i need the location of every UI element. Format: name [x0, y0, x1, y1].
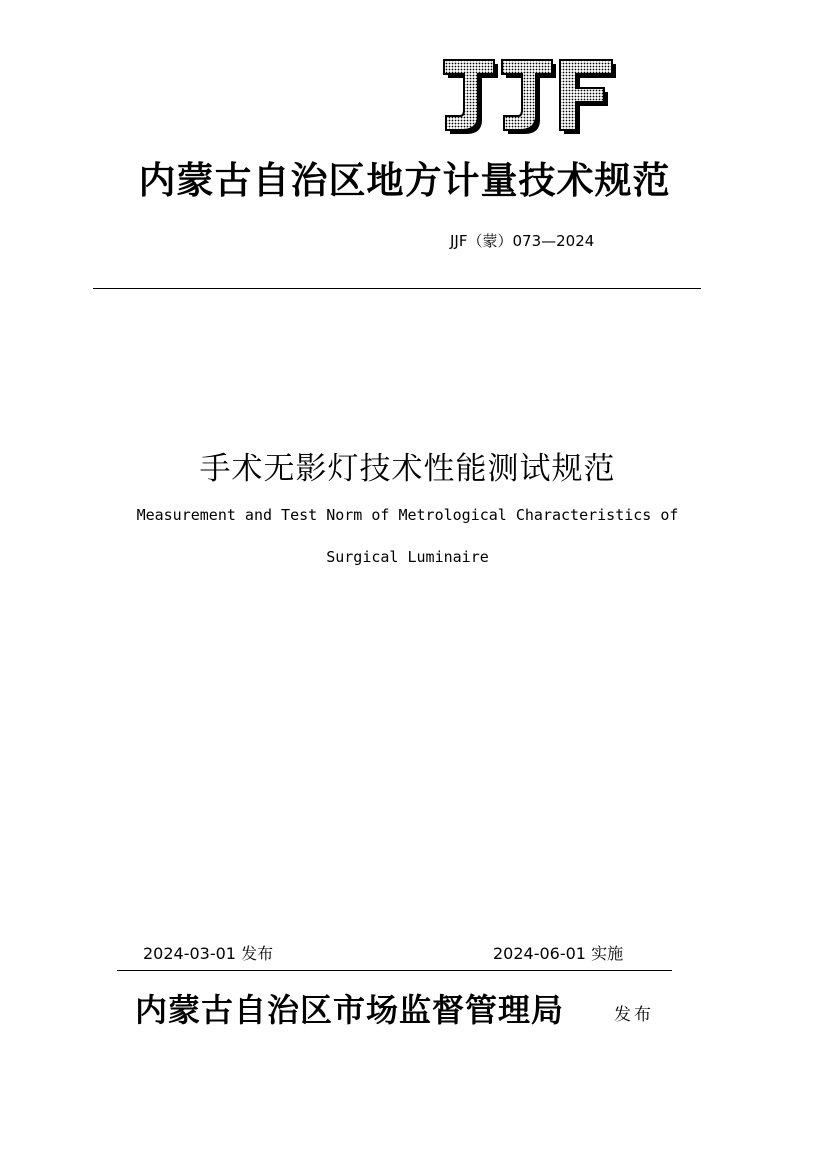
series-title: 内蒙古自治区地方计量技术规范 — [138, 158, 671, 202]
title-english-line1: Measurement and Test Norm of Metrological Characteristics of — [136, 506, 679, 524]
title-chinese: 手术无影灯技术性能测试规范 — [199, 451, 616, 487]
issuer-suffix: 发布 — [614, 1005, 654, 1025]
document-code: JJF（蒙）073—2024 — [450, 232, 595, 250]
bottom-divider — [117, 970, 672, 971]
title-english-line2: Surgical Luminaire — [326, 548, 489, 566]
issue-date: 2024-03-01 发布 — [143, 944, 274, 963]
implementation-date: 2024-06-01 实施 — [493, 944, 624, 963]
top-divider — [93, 288, 701, 289]
issuer-name: 内蒙古自治区市场监督管理局 — [135, 991, 565, 1029]
jjf-logo — [436, 56, 618, 138]
